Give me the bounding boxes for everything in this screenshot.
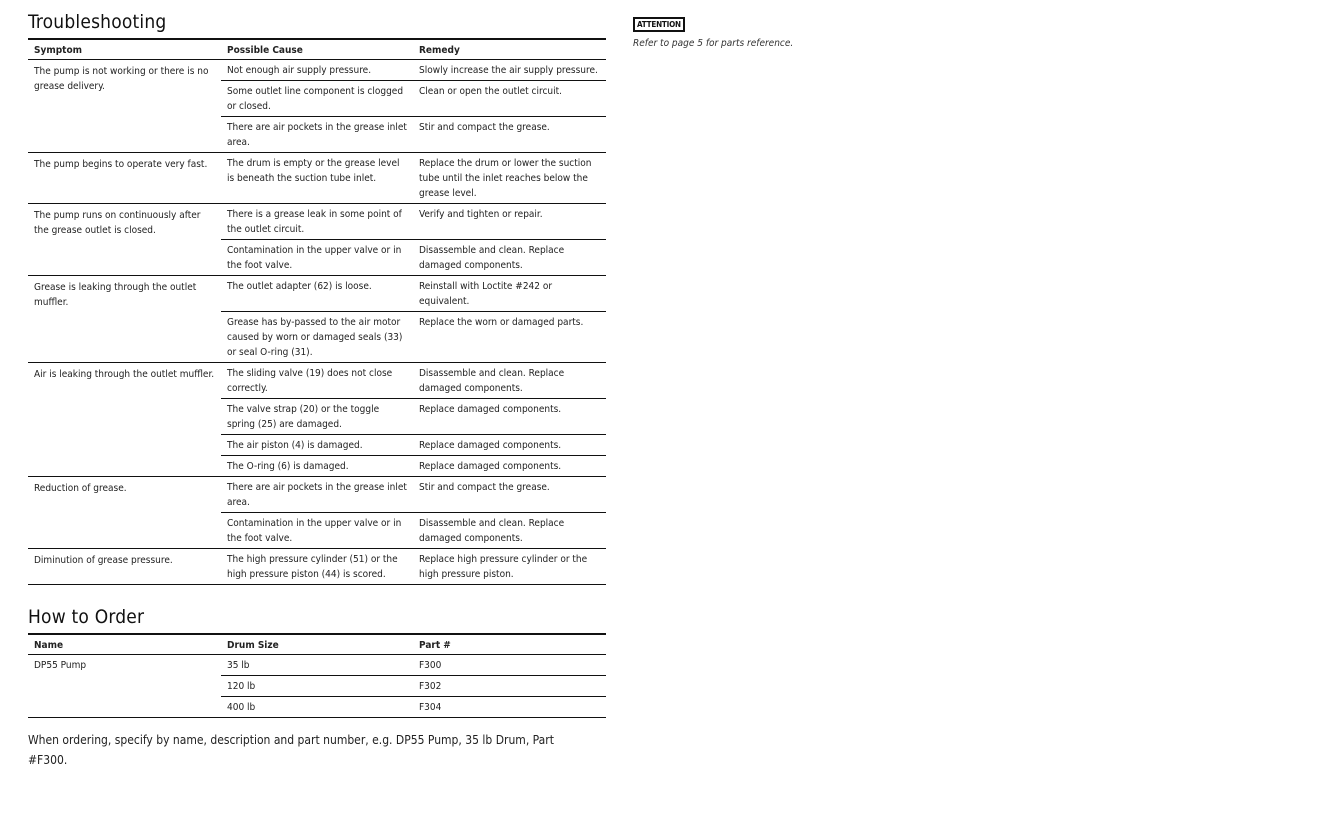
table-row — [28, 655, 606, 676]
table-row — [28, 276, 606, 312]
cause-cell: There are air pockets in the grease inlet area. — [221, 117, 413, 153]
symptom-cell: The pump runs on continuously after the grease outlet is closed. — [28, 204, 221, 276]
header-possible-cause: Possible Cause — [221, 39, 413, 60]
remedy-cell: Verify and tighten or repair. — [413, 204, 606, 240]
header-name: Name — [28, 634, 221, 655]
cause-cell: The outlet adapter (62) is loose. — [221, 276, 413, 312]
cause-cell: Grease has by-passed to the air motor caused by worn or damaged seals (33) or seal O-ring (31). — [221, 312, 413, 363]
drum-size-cell: 120 lb — [221, 676, 413, 697]
remedy-cell: Replace the drum or lower the suction tube until the inlet reaches below the grease level. — [413, 153, 606, 204]
table-row — [28, 204, 606, 240]
table-row — [28, 477, 606, 513]
symptom-cell: Air is leaking through the outlet muffler. — [28, 363, 221, 477]
main-content — [28, 8, 606, 770]
how-to-order-title: How to Order — [28, 606, 145, 628]
part-number-cell: F302 — [413, 676, 606, 697]
remedy-cell: Slowly increase the air supply pressure. — [413, 60, 606, 81]
attention-callout — [633, 12, 873, 51]
header-drum-size: Drum Size — [221, 634, 413, 655]
order-header-row — [28, 634, 606, 655]
symptom-cell: Reduction of grease. — [28, 477, 221, 549]
remedy-cell: Disassemble and clean. Replace damaged components. — [413, 363, 606, 399]
table-row — [28, 153, 606, 204]
cause-cell: The valve strap (20) or the toggle spring (25) are damaged. — [221, 399, 413, 435]
part-number-cell: F300 — [413, 655, 606, 676]
attention-badge: ATTENTION — [633, 17, 685, 32]
cause-cell: The drum is empty or the grease level is beneath the suction tube inlet. — [221, 153, 413, 204]
product-name-cell: DP55 Pump — [28, 655, 221, 718]
header-part-number: Part # — [413, 634, 606, 655]
remedy-cell: Replace damaged components. — [413, 456, 606, 477]
cause-cell: Not enough air supply pressure. — [221, 60, 413, 81]
remedy-cell: Replace damaged components. — [413, 399, 606, 435]
remedy-cell: Reinstall with Loctite #242 or equivalent. — [413, 276, 606, 312]
troubleshooting-header-row — [28, 39, 606, 60]
table-row — [28, 549, 606, 585]
symptom-cell: The pump is not working or there is no grease delivery. — [28, 60, 221, 153]
remedy-cell: Replace the worn or damaged parts. — [413, 312, 606, 363]
remedy-cell: Disassemble and clean. Replace damaged components. — [413, 240, 606, 276]
table-row — [28, 60, 606, 81]
remedy-cell: Replace high pressure cylinder or the high pressure piston. — [413, 549, 606, 585]
drum-size-cell: 400 lb — [221, 697, 413, 718]
remedy-cell: Replace damaged components. — [413, 435, 606, 456]
symptom-cell: Grease is leaking through the outlet muffler. — [28, 276, 221, 363]
header-symptom: Symptom — [28, 39, 221, 60]
ordering-note: When ordering, specify by name, description and part number, e.g. DP55 Pump, 35 lb Drum, Part #F300. — [28, 733, 554, 767]
table-row — [28, 363, 606, 399]
troubleshooting-title: Troubleshooting — [28, 11, 167, 33]
cause-cell: The air piston (4) is damaged. — [221, 435, 413, 456]
cause-cell: The high pressure cylinder (51) or the high pressure piston (44) is scored. — [221, 549, 413, 585]
drum-size-cell: 35 lb — [221, 655, 413, 676]
cause-cell: Contamination in the upper valve or in the foot valve. — [221, 240, 413, 276]
header-remedy: Remedy — [413, 39, 606, 60]
cause-cell: Some outlet line component is clogged or closed. — [221, 81, 413, 117]
attention-text: Refer to page 5 for parts reference. — [633, 38, 794, 49]
symptom-cell: The pump begins to operate very fast. — [28, 153, 221, 204]
cause-cell: Contamination in the upper valve or in the foot valve. — [221, 513, 413, 549]
cause-cell: There are air pockets in the grease inlet area. — [221, 477, 413, 513]
remedy-cell: Disassemble and clean. Replace damaged components. — [413, 513, 606, 549]
remedy-cell: Clean or open the outlet circuit. — [413, 81, 606, 117]
order-table — [28, 633, 606, 718]
remedy-cell: Stir and compact the grease. — [413, 117, 606, 153]
cause-cell: There is a grease leak in some point of the outlet circuit. — [221, 204, 413, 240]
cause-cell: The O-ring (6) is damaged. — [221, 456, 413, 477]
symptom-cell: Diminution of grease pressure. — [28, 549, 221, 585]
remedy-cell: Stir and compact the grease. — [413, 477, 606, 513]
part-number-cell: F304 — [413, 697, 606, 718]
troubleshooting-table — [28, 38, 606, 585]
cause-cell: The sliding valve (19) does not close correctly. — [221, 363, 413, 399]
